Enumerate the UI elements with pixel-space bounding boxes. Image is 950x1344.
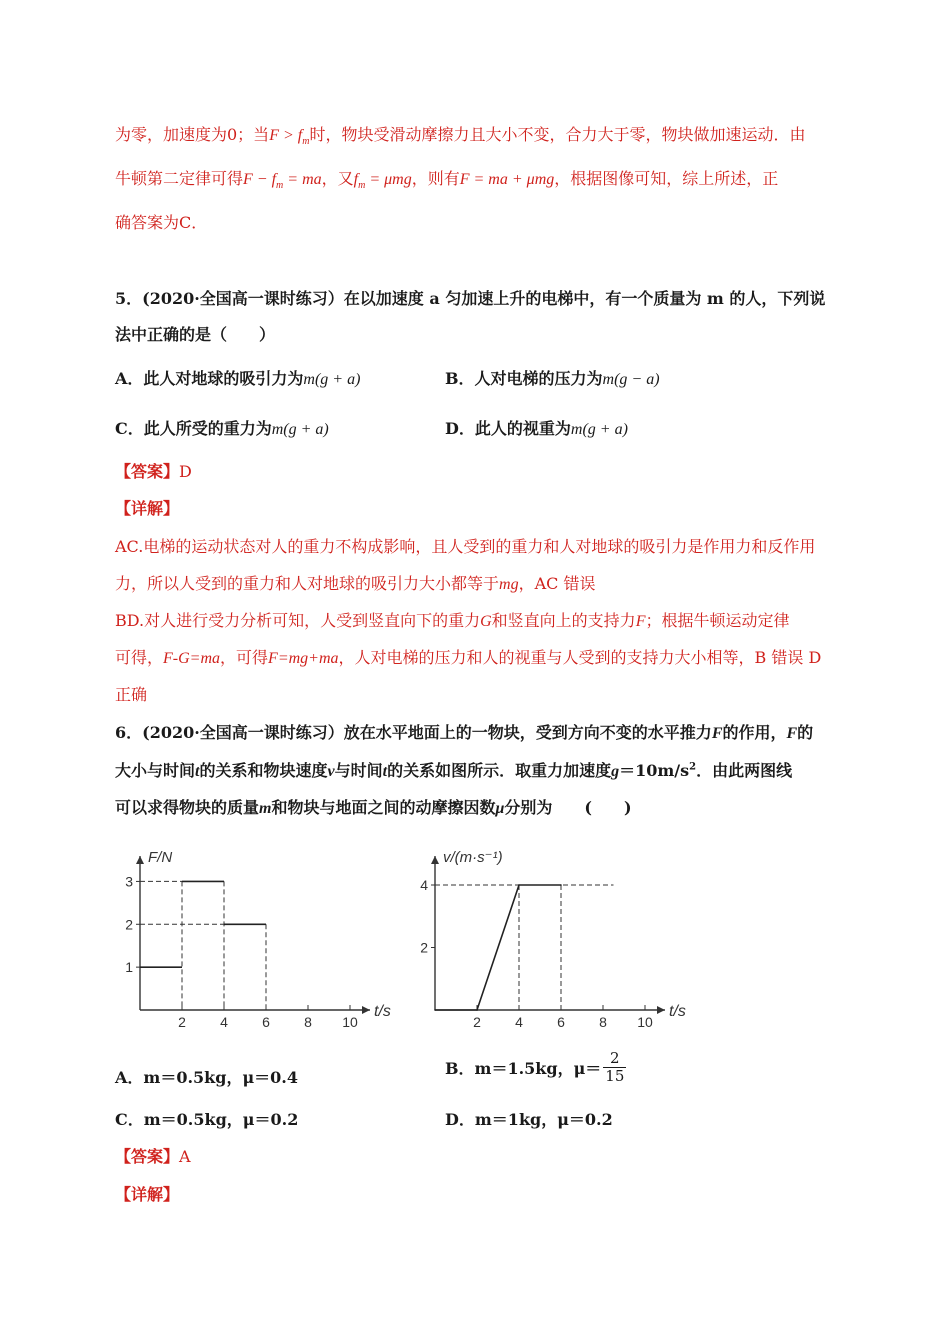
x-axis-label: t/s — [669, 1003, 686, 1020]
x-tick-label: 6 — [557, 1014, 565, 1030]
q6-detail-tag: 【详解】 — [115, 1185, 180, 1204]
x-tick-label: 10 — [637, 1014, 653, 1030]
y-tick-label: 4 — [420, 877, 428, 893]
q6-answer: 【答案】A — [115, 1147, 191, 1166]
text: 为零，加速度为0；当 — [115, 125, 270, 144]
q6-stem-line-1: 6．(2020·全国高一课时练习）放在水平地面上的一物块，受到方向不变的水平推力F的作用，F的 — [115, 723, 814, 742]
q6-stem-line-2: 大小与时间t的关系和物块速度v与时间t的关系如图所示．取重力加速度$g=10m/s^2$．由此两图线 — [115, 761, 793, 780]
x-axis-arrow — [657, 1006, 665, 1014]
formula: $F - f_m$ = ma — [243, 171, 322, 192]
q6-stem-line-3: 可以求得物块的质量m和物块与地面之间的动摩擦因数μ分别为 ( ) — [115, 798, 632, 817]
q5-option-a: A．此人对地球的吸引力为m(g + a) — [115, 369, 361, 388]
force-time-chart — [110, 840, 410, 1040]
x-axis-arrow — [362, 1006, 370, 1014]
q6-option-a: A．m＝0.5kg，μ＝0.4 — [115, 1068, 299, 1087]
velocity-point — [434, 1009, 436, 1011]
x-tick-label: 8 — [599, 1014, 607, 1030]
velocity-point — [476, 1009, 478, 1011]
x-tick-label: 4 — [515, 1014, 523, 1030]
y-axis-label: v/(m·s⁻¹) — [443, 849, 503, 866]
y-axis-arrow — [431, 856, 439, 864]
q6-option-b: B．m＝1.5kg，μ＝ $\frac{2}{15}$ — [445, 1049, 625, 1085]
q5-option-c: C．此人所受的重力为m(g + a) — [115, 419, 329, 438]
q5-detail-line-2: 力，所以人受到的重力和人对地球的吸引力大小都等于mg，AC 错误 — [115, 574, 596, 593]
q5-detail-tag: 【详解】 — [115, 499, 180, 518]
x-tick-label: 10 — [342, 1014, 358, 1030]
q5-option-b: B．人对电梯的压力为m(g − a) — [445, 369, 660, 388]
x-tick-label: 4 — [220, 1014, 228, 1030]
q5-detail-line-4: 可得，F-G=ma，可得F=mg+ma，人对电梯的压力和人的视重与人受到的支持力大小相等，B 错误 D — [115, 648, 822, 667]
q5-detail-line-1: AC.电梯的运动状态对人的重力不构成影响，且人受到的重力和人对地球的吸引力是作用力和反作用 — [115, 537, 816, 556]
prev-solution-line-3: 确答案为C． — [115, 213, 208, 232]
q6-option-c: C．m＝0.5kg，μ＝0.2 — [115, 1110, 299, 1129]
fraction: $\frac{2}{15}$ — [605, 1049, 625, 1085]
x-tick-label: 2 — [178, 1014, 186, 1030]
q5-option-d: D．此人的视重为m(g + a) — [445, 419, 628, 438]
x-tick-label: 6 — [262, 1014, 270, 1030]
formula: $F > f_m$ — [269, 127, 310, 148]
x-axis-label: t/s — [374, 1003, 391, 1020]
q6-option-d: D．m＝1kg，μ＝0.2 — [445, 1110, 613, 1129]
formula: F = ma + μmg — [459, 171, 555, 188]
text: 时，物块受滑动摩擦力且大小不变，合力大于零，物块做加速运动．由 — [309, 125, 806, 144]
y-axis-arrow — [136, 856, 144, 864]
y-tick-label: 2 — [125, 916, 133, 933]
y-tick-label: 3 — [125, 873, 133, 890]
q5-detail-line-3: BD.对人进行受力分析可知，人受到竖直向下的重力G和竖直向上的支持力F；根据牛顿运动定律 — [115, 611, 790, 630]
prev-solution-line-2: 牛顿第二定律可得$F - f_m$ = ma，又$f_m = \mu mg$，则有F = ma + μmg，根据图像可知，综上所述，正 — [115, 169, 779, 192]
x-tick-label: 2 — [473, 1014, 481, 1030]
y-tick-label: 1 — [125, 959, 133, 976]
q5-detail-line-5: 正确 — [115, 685, 148, 704]
formula: $f_m = \mu mg$ — [353, 171, 412, 192]
x-tick-label: 8 — [304, 1014, 312, 1030]
y-axis-label: F/N — [148, 849, 173, 866]
q5-answer: 【答案】D — [115, 462, 192, 481]
velocity-line — [435, 885, 561, 1010]
y-tick-label: 2 — [420, 939, 428, 956]
velocity-time-chart — [405, 840, 705, 1040]
q5-stem-line-2: 法中正确的是（ ） — [115, 325, 276, 344]
q5-stem-line-1: 5．(2020·全国高一课时练习）在以加速度 a 匀加速上升的电梯中，有一个质量为 m 的人，下列说 — [115, 289, 826, 308]
velocity-point — [560, 884, 562, 886]
prev-solution-line-1 — [115, 122, 805, 147]
velocity-point — [518, 884, 520, 886]
